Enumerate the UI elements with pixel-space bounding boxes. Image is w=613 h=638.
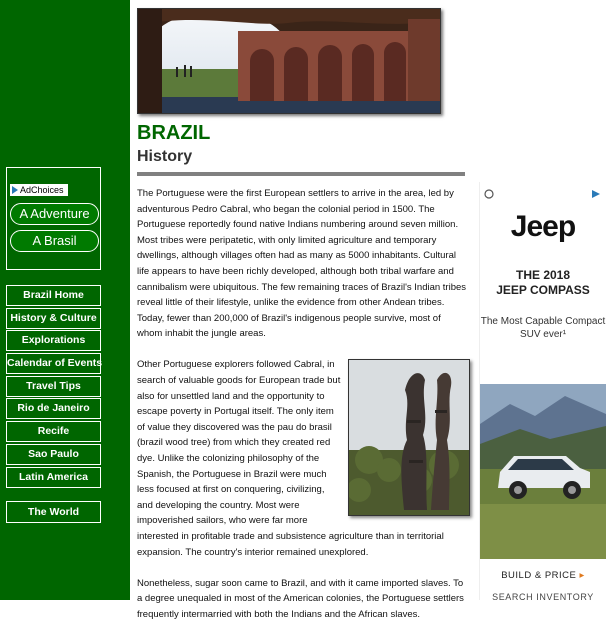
ad-link-brasil[interactable]: A Brasil bbox=[10, 230, 99, 252]
jeep-logo bbox=[480, 210, 606, 244]
sidebar-ad-box bbox=[6, 167, 101, 270]
nav-item-calendar-of-events[interactable]: Calendar of Events bbox=[6, 353, 101, 374]
nav-item-brazil-home[interactable]: Brazil Home bbox=[6, 285, 101, 306]
banner-ruins-image bbox=[137, 8, 441, 114]
ad-subline: The Most Capable Compact SUV ever¹ bbox=[480, 316, 606, 340]
page-title: BRAZIL bbox=[137, 122, 211, 144]
page-subtitle: History bbox=[137, 148, 193, 165]
jeep-ad[interactable] bbox=[479, 182, 606, 600]
article-paragraph: Other Portuguese explorers followed Cabral, in search of valuable goods for European trade but also for unsettled land and the opportunity to escape poverty in Portugal itself. The only item of value they discovered was the pau do brasil (brazil wood tree) from which they created red dye. Unlike the colonizing philosophy of the Spanish, the Portuguese in Brazil were much less focused at first on conquering, civilizing, and developing the country. Most were impoverished sailors, who were far more interested in profitable trade and subsistence agriculture than in territorial expansion. The country's interior remained unexplored. bbox=[137, 359, 444, 558]
jeep-brand-label: Jeep bbox=[510, 210, 576, 243]
nav-item-rio-de-janeiro[interactable]: Rio de Janeiro bbox=[6, 398, 101, 419]
build-price-label: BUILD & PRICE bbox=[501, 570, 577, 581]
title-divider bbox=[137, 172, 465, 176]
search-inventory-link[interactable]: SEARCH INVENTORY bbox=[492, 592, 594, 602]
rock-formation-image bbox=[348, 359, 470, 516]
ad-headline-line2: JEEP COMPASS bbox=[496, 283, 590, 297]
adchoices-label: AdChoices bbox=[20, 185, 64, 195]
article-paragraph: Nonetheless, sugar soon came to Brazil, and with it came imported slaves. To a degree unequaled in most of the American colonies, the Portuguese settlers frequently intermarried with both the Indians and the African slaves. bbox=[137, 577, 464, 620]
ad-top-icons bbox=[484, 186, 602, 196]
article-paragraph: The Portuguese were the first European settlers to arrive in the area, led by adventurous Pedro Cabral, who began the colonial period in 1500. The Portuguese reportedly found native Indians numbering around seven million. Most tribes were peripatetic, with only limited agriculture and temporary dwellings, although villages often had as many as 5000 inhabitants. Cultural life appears to have been richly developed, although both tribal warfare and cannibalism were ubiquitous. The few remaining traces of Brazil's Indian tribes reveal little of their lifestyle, unlike the evidence from other Andean tribes. Today, fewer than 200,000 of Brazil's indigenous people survive, most of whom inhabit the jungle areas. bbox=[137, 188, 467, 340]
ad-headline-line1: THE 2018 bbox=[515, 268, 571, 282]
build-price-link[interactable] bbox=[480, 570, 606, 581]
nav-item-history-culture[interactable]: History & Culture bbox=[6, 308, 101, 329]
nav-item-travel-tips[interactable]: Travel Tips bbox=[6, 376, 101, 397]
left-sidebar bbox=[0, 0, 130, 600]
nav-item-the-world[interactable]: The World bbox=[6, 501, 101, 523]
jeep-car-image bbox=[480, 384, 606, 559]
article-body bbox=[137, 186, 467, 638]
nav-item-explorations[interactable]: Explorations bbox=[6, 330, 101, 351]
adchoices-badge[interactable] bbox=[10, 184, 68, 196]
nav-item-recife[interactable]: Recife bbox=[6, 421, 101, 442]
adchoices-icon bbox=[12, 186, 18, 194]
ad-link-adventure[interactable]: A Adventure bbox=[10, 203, 99, 225]
chevron-right-icon: ▸ bbox=[579, 570, 585, 581]
nav-item-latin-america[interactable]: Latin America bbox=[6, 467, 101, 488]
main-nav bbox=[6, 285, 101, 489]
nav-item-sao-paulo[interactable]: Sao Paulo bbox=[6, 444, 101, 465]
ad-headline bbox=[480, 268, 606, 298]
